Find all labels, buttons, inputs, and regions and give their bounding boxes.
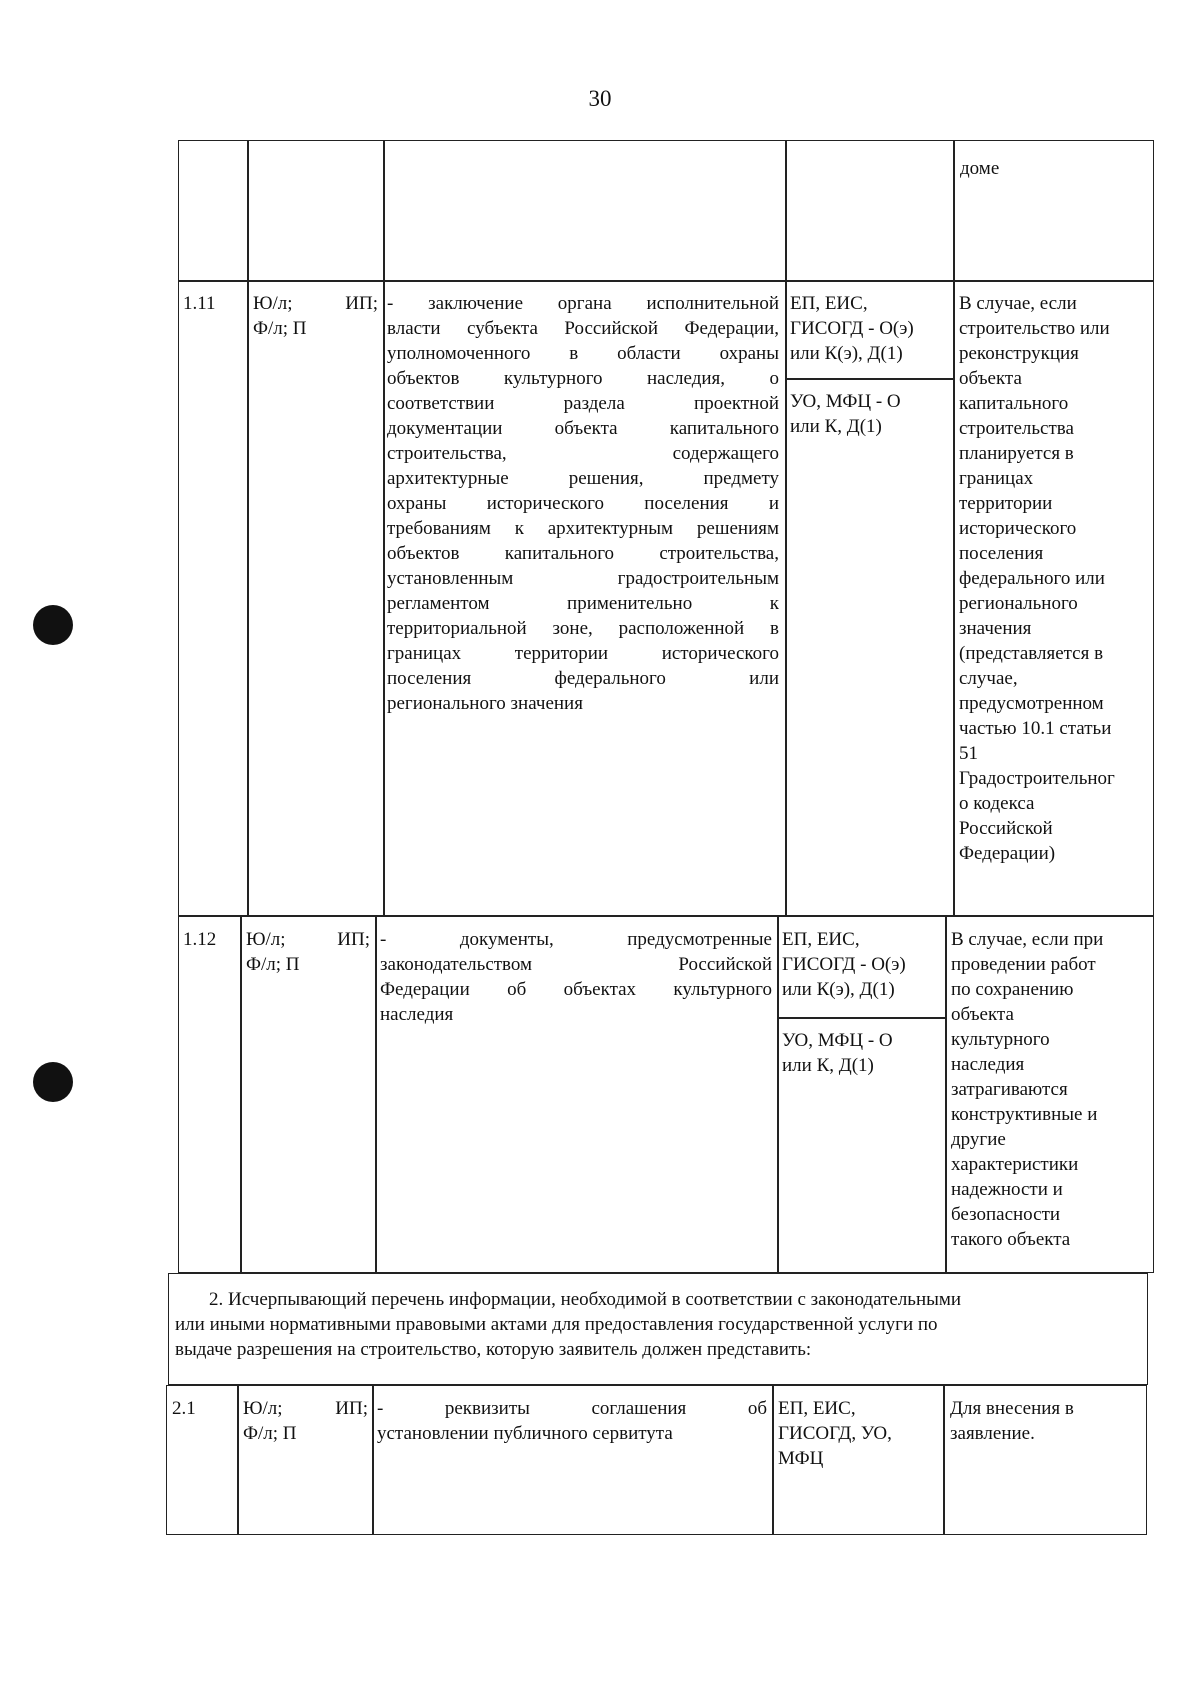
text-line: объектов культурного наследия, о (387, 368, 779, 389)
document-description (387, 291, 779, 716)
text-line: исторического (959, 518, 1077, 539)
text-line: ЕП, ЕИС, (790, 293, 868, 314)
table-rule (383, 140, 385, 915)
text-line: В случае, если (959, 293, 1077, 314)
text-line: капитального (959, 393, 1069, 414)
applicant-types (243, 1396, 368, 1446)
text-line: Ф/л; П (246, 954, 300, 975)
table-rule (375, 915, 377, 1273)
text-line: безопасности (951, 1204, 1061, 1225)
text-line: объекта (951, 1004, 1014, 1025)
text-line: поселения (959, 543, 1044, 564)
punch-hole-top (33, 605, 73, 645)
text-line: ИП; (335, 1398, 368, 1419)
text-line: объекта (959, 368, 1022, 389)
text-line: 2. Исчерпывающий перечень информации, необходимой в соответствии с законодательными (209, 1289, 962, 1310)
text-line: или К, Д(1) (782, 1055, 874, 1076)
page-number: 30 (588, 86, 612, 111)
text-line: территории (959, 493, 1053, 514)
text-line: (представляется в (959, 643, 1104, 664)
text-line: строительства, содержащего (387, 443, 779, 464)
table-rule (247, 140, 249, 915)
text-line: ИП; (337, 929, 370, 950)
table-rule (777, 1017, 945, 1019)
text-line: границах (959, 468, 1034, 489)
text-line: или иными нормативными правовыми актами для предоставления государственной услуги по (175, 1314, 938, 1335)
text-line: - реквизиты соглашения об (377, 1398, 767, 1419)
text-line: документации объекта капитального (387, 418, 779, 439)
text-line: или К, Д(1) (790, 416, 882, 437)
text-line: Для внесения в (950, 1398, 1074, 1419)
text-line: власти субъекта Российской Федерации, (387, 318, 779, 339)
text-line: такого объекта (951, 1229, 1071, 1250)
text-line: о кодекса (959, 793, 1035, 814)
submission-method (778, 1396, 938, 1471)
text-line: Ф/л; П (253, 318, 307, 339)
text-line: Ю/л; (253, 293, 293, 314)
text-line: МФЦ (778, 1448, 824, 1469)
table-rule (237, 1385, 239, 1535)
row-num: 1.12 (183, 929, 217, 950)
text-line: УО, МФЦ - О (790, 391, 901, 412)
text-line: надежности и (951, 1179, 1063, 1200)
text-line: поселения федерального или (387, 668, 779, 689)
text-line: Российской (959, 818, 1053, 839)
text-line: границах территории исторического (387, 643, 779, 664)
text-line: ЕП, ЕИС, (778, 1398, 856, 1419)
section-2-heading (175, 1287, 1140, 1362)
text-line: заявление. (950, 1423, 1035, 1444)
text-line: случае, (959, 668, 1018, 689)
text-line: законодательством Российской (380, 954, 772, 975)
text-line: частью 10.1 статьи (959, 718, 1112, 739)
text-line: затрагиваются (951, 1079, 1068, 1100)
table-rule (943, 1385, 945, 1535)
text-line: культурного (951, 1029, 1050, 1050)
row-note (959, 291, 1151, 866)
table-rule (178, 280, 1154, 282)
text-line: Федерации об объектах культурного (380, 979, 772, 1000)
text-line: или К(э), Д(1) (782, 979, 895, 1000)
text-line: регионального значения (387, 693, 583, 714)
text-line: регионального (959, 593, 1078, 614)
text-line: строительства (959, 418, 1074, 439)
submission-method-inperson (790, 389, 950, 439)
submission-method-electronic (782, 927, 942, 1002)
text-line: установленным градостроительным (387, 568, 779, 589)
applicant-types (253, 291, 378, 341)
text-line: территориальной зоне, расположенной в (387, 618, 779, 639)
table-rule (945, 915, 947, 1273)
text-line: В случае, если при (951, 929, 1104, 950)
text-line: предусмотренном (959, 693, 1104, 714)
text-line: охраны исторического поселения и (387, 493, 779, 514)
text-line: УО, МФЦ - О (782, 1030, 893, 1051)
text-line: федерального или (959, 568, 1105, 589)
text-line: соответствии раздела проектной (387, 393, 779, 414)
punch-hole-bottom (33, 1062, 73, 1102)
text-line: ГИСОГД - О(э) (790, 318, 914, 339)
text-line: ГИСОГД, УО, (778, 1423, 892, 1444)
text-line: характеристики (951, 1154, 1079, 1175)
cont-note: доме (960, 158, 1000, 179)
document-description (377, 1396, 767, 1446)
row-num: 2.1 (172, 1398, 196, 1419)
table-rule (785, 140, 787, 915)
text-line: Ю/л; (246, 929, 286, 950)
text-line: установлении публичного сервитута (377, 1423, 673, 1444)
text-line: Градостроительног (959, 768, 1115, 789)
text-line: ГИСОГД - О(э) (782, 954, 906, 975)
document-description (380, 927, 772, 1027)
row-note (951, 927, 1149, 1252)
text-line: Ф/л; П (243, 1423, 297, 1444)
text-line: планируется в (959, 443, 1074, 464)
text-line: конструктивные и (951, 1104, 1098, 1125)
text-line: Ю/л; (243, 1398, 283, 1419)
submission-method-inperson (782, 1028, 942, 1078)
text-line: уполномоченного в области охраны (387, 343, 779, 364)
table-rule (178, 915, 1154, 917)
text-line: Федерации) (959, 843, 1056, 864)
text-line: объектов капитального строительства, (387, 543, 779, 564)
text-line: архитектурные решения, предмету (387, 468, 779, 489)
table-rule (372, 1385, 374, 1535)
text-line: реконструкция (959, 343, 1079, 364)
text-line: проведении работ (951, 954, 1096, 975)
text-line: или К(э), Д(1) (790, 343, 903, 364)
row-note (950, 1396, 1142, 1446)
text-line: наследия (951, 1054, 1025, 1075)
text-line: 51 (959, 743, 978, 764)
text-line: значения (959, 618, 1032, 639)
text-line: требованиям к архитектурным решениям (387, 518, 779, 539)
text-line: регламентом применительно к (387, 593, 779, 614)
table-rule (953, 140, 955, 915)
table-rule (777, 915, 779, 1273)
text-line: строительство или (959, 318, 1110, 339)
text-line: по сохранению (951, 979, 1074, 1000)
text-line: выдаче разрешения на строительство, которую заявитель должен представить: (175, 1339, 812, 1360)
table-rule (785, 378, 953, 380)
text-line: другие (951, 1129, 1006, 1150)
text-line: - заключение органа исполнительной (387, 293, 779, 314)
row-num: 1.11 (183, 293, 216, 314)
table-rule (240, 915, 242, 1273)
applicant-types (246, 927, 370, 977)
text-line: ЕП, ЕИС, (782, 929, 860, 950)
table-rule (772, 1385, 774, 1535)
text-line: ИП; (345, 293, 378, 314)
submission-method-electronic (790, 291, 950, 366)
text-line: наследия (380, 1004, 454, 1025)
text-line: - документы, предусмотренные (380, 929, 772, 950)
